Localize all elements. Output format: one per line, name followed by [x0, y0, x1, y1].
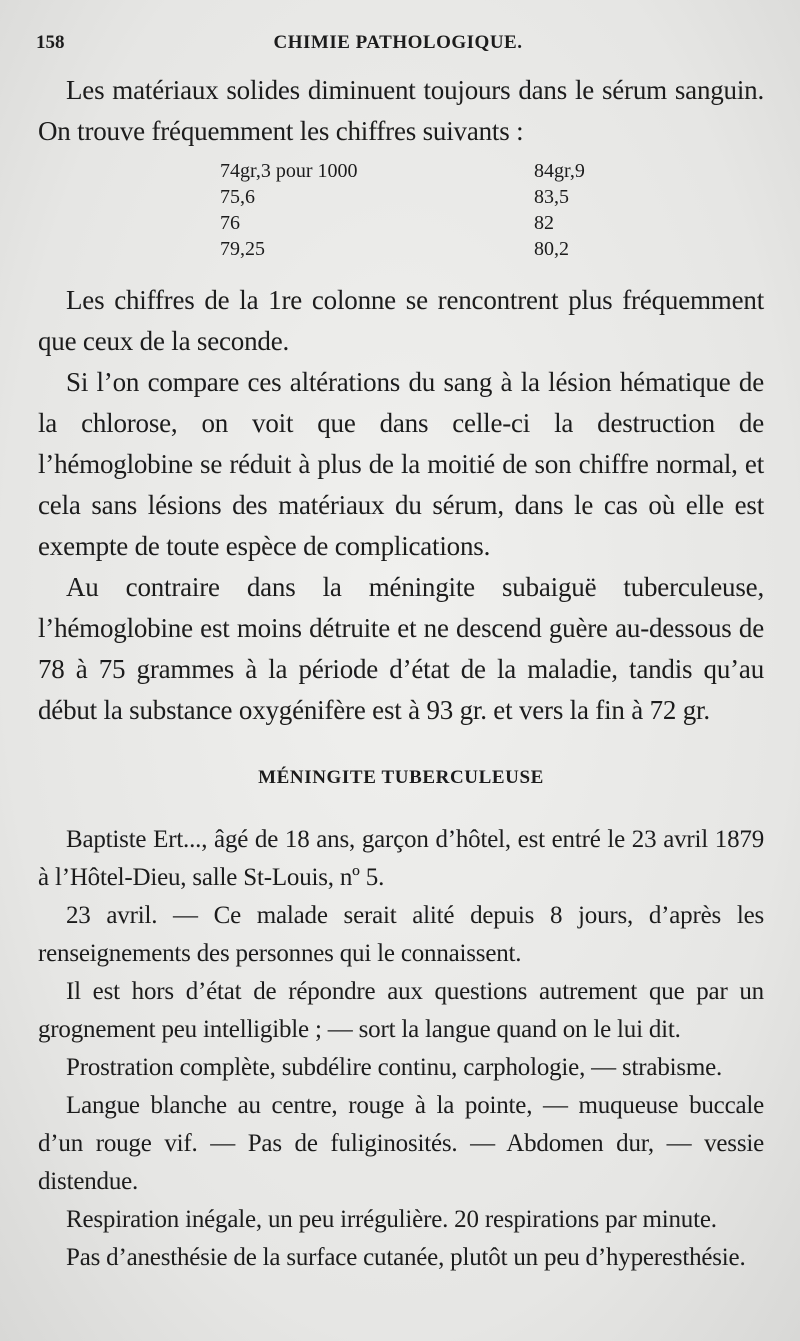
case-paragraph: Respiration inégale, un peu irrégulière. 20 respirations par minute. — [66, 1206, 717, 1233]
page-number: 158 — [36, 32, 65, 53]
figure-value: 76 — [220, 212, 240, 234]
case-paragraph: Pas d’anesthésie de la surface cutanée, plutôt un peu d’hyperesthésie. — [66, 1244, 746, 1271]
case-paragraph: Prostration complète, subdélire continu, carphologie, — strabisme. — [66, 1054, 723, 1081]
figure-value: 84gr,9 — [534, 160, 585, 182]
figures-column-1 — [220, 158, 358, 262]
section-heading: MÉNINGITE TUBERCULEUSE — [258, 767, 544, 788]
figure-value: 79,25 — [220, 238, 265, 260]
figure-value: 74gr,3 pour 1000 — [220, 160, 358, 182]
paragraph: Au contraire dans la méningite subaiguë tuberculeuse, l’hémoglobine est moins détruite et ne descend guère au-dessous de 78 à 75 grammes à la période d’état de la maladie, tandis qu’au début la substance oxygénifère est à 93 gr. et vers la fin à 72 gr. — [38, 572, 764, 725]
case-report — [38, 821, 764, 1277]
running-head: CHIMIE PATHOLOGIQUE. — [273, 32, 523, 53]
case-paragraph: Langue blanche au centre, rouge à la pointe, — muqueuse buccale d’un rouge vif. — Pas de fuliginosités. — Abdomen dur, — vessie distendue. — [38, 1092, 764, 1195]
paragraph: Si l’on compare ces altérations du sang à la lésion hématique de la chlorose, on voit que dans celle-ci la destruction de l’hémoglobine se réduit à plus de la moitié de son chiffre normal, et cela sans lésions des matériaux du sérum, dans le cas où elle est exempte de toute espèce de complications. — [38, 367, 764, 561]
figure-value: 80,2 — [534, 238, 569, 260]
figure-value: 82 — [534, 212, 554, 234]
body-text — [38, 70, 764, 1277]
case-paragraph: Il est hors d’état de répondre aux questions autrement que par un grognement peu intelligible ; — sort la langue quand on le lui dit. — [38, 978, 764, 1043]
figures-table — [38, 158, 764, 266]
case-paragraph: 23 avril. — Ce malade serait alité depuis 8 jours, d’après les renseignements des personnes qui le connaissent. — [38, 902, 764, 967]
intro-paragraph: Les matériaux solides diminuent toujours dans le sérum sanguin. On trouve fréquemment les chiffres suivants : — [38, 75, 764, 146]
figure-value: 75,6 — [220, 186, 255, 208]
figure-value: 83,5 — [534, 186, 569, 208]
figures-column-2 — [534, 158, 585, 262]
case-paragraph: Baptiste Ert..., âgé de 18 ans, garçon d’hôtel, est entré le 23 avril 1879 à l’Hôtel-Dieu, salle St-Louis, nº 5. — [38, 826, 764, 891]
page-header — [36, 32, 760, 62]
paragraph: Les chiffres de la 1re colonne se rencontrent plus fréquemment que ceux de la seconde. — [38, 285, 764, 356]
